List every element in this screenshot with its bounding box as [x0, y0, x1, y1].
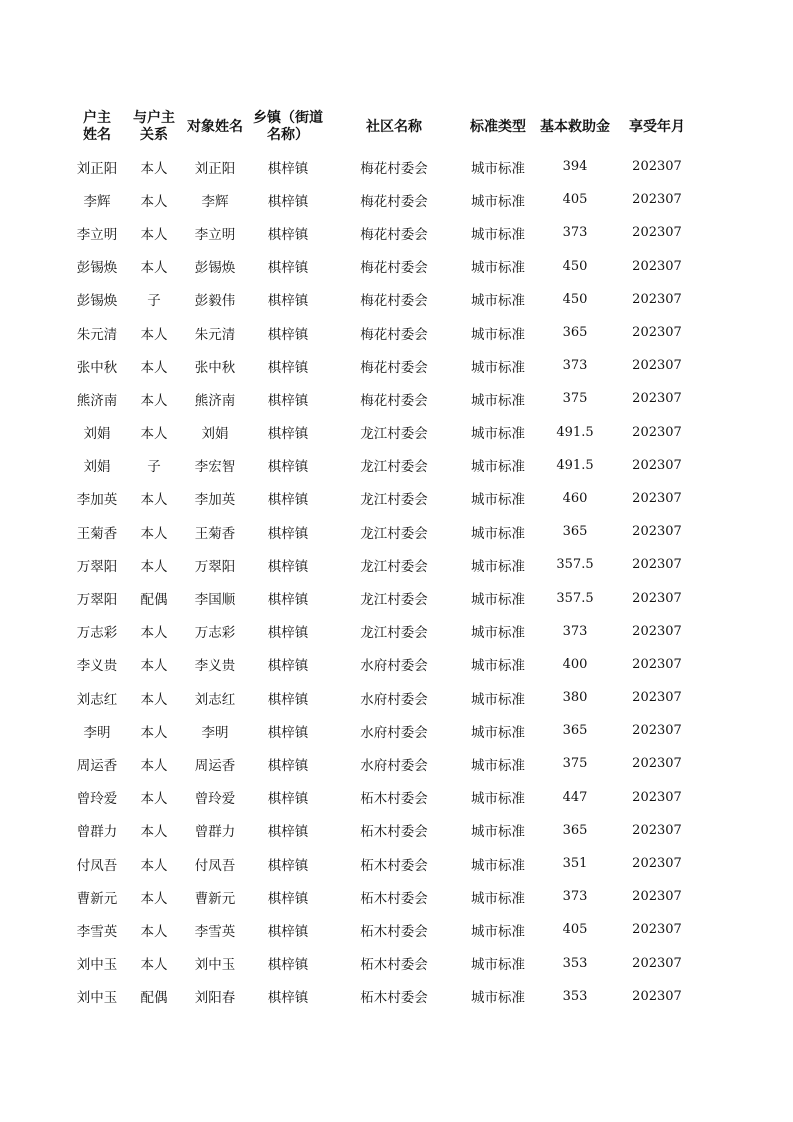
table-row — [68, 515, 700, 548]
community-cell: 梅花村委会 — [360, 359, 428, 376]
community-cell: 水府村委会 — [360, 757, 428, 774]
community-cell: 梅花村委会 — [360, 326, 428, 343]
recipient-name-cell: 刘正阳 — [194, 160, 236, 177]
standard-type-cell: 城市标准 — [471, 193, 525, 210]
town-cell: 棋梓镇 — [267, 691, 309, 708]
community-cell: 龙江村委会 — [360, 592, 428, 609]
household-head-cell: 万翠阳 — [76, 592, 118, 609]
table-row — [68, 250, 700, 283]
assistance-amount-cell: 353 — [562, 955, 588, 971]
recipient-name-cell: 刘阳春 — [194, 990, 236, 1007]
relation-cell: 本人 — [140, 193, 168, 210]
community-cell: 梅花村委会 — [360, 293, 428, 310]
household-head-cell: 熊济南 — [76, 392, 118, 409]
relation-cell: 本人 — [140, 658, 168, 675]
assistance-amount-cell: 405 — [562, 192, 588, 208]
relation-cell: 本人 — [140, 392, 168, 409]
recipient-name-cell: 李立明 — [194, 226, 236, 243]
table-row — [68, 814, 700, 847]
household-head-cell: 曾玲爱 — [76, 791, 118, 808]
assistance-amount-cell: 365 — [562, 822, 588, 838]
benefit-month-cell: 202307 — [632, 457, 682, 473]
header-town: 乡镇（街道 名称） — [253, 110, 323, 143]
household-head-cell: 刘中玉 — [76, 957, 118, 974]
benefit-month-cell: 202307 — [632, 590, 682, 606]
assistance-amount-cell: 365 — [562, 723, 588, 739]
town-cell: 棋梓镇 — [267, 857, 309, 874]
recipient-name-cell: 周运香 — [194, 757, 236, 774]
recipient-name-cell: 熊济南 — [194, 392, 236, 409]
assistance-amount-cell: 373 — [562, 889, 588, 905]
town-cell: 棋梓镇 — [267, 923, 309, 940]
household-head-cell: 刘志红 — [76, 691, 118, 708]
benefit-month-cell: 202307 — [632, 358, 682, 374]
relation-cell: 子 — [147, 293, 161, 310]
standard-type-cell: 城市标准 — [471, 923, 525, 940]
assistance-amount-cell: 491.5 — [556, 424, 594, 440]
household-head-cell: 朱元清 — [76, 326, 118, 343]
relation-cell: 本人 — [140, 724, 168, 741]
recipient-name-cell: 张中秋 — [194, 359, 236, 376]
recipient-name-cell: 李雪英 — [194, 923, 236, 940]
table-row — [68, 980, 700, 1013]
household-head-cell: 李雪英 — [76, 923, 118, 940]
town-cell: 棋梓镇 — [267, 625, 309, 642]
header-relation-to-head: 与户主 关系 — [133, 110, 175, 143]
relation-cell: 配偶 — [140, 990, 168, 1007]
town-cell: 棋梓镇 — [267, 791, 309, 808]
town-cell: 棋梓镇 — [267, 160, 309, 177]
standard-type-cell: 城市标准 — [471, 293, 525, 310]
household-head-cell: 刘娟 — [83, 426, 111, 443]
household-head-cell: 刘娟 — [83, 459, 111, 476]
household-head-cell: 张中秋 — [76, 359, 118, 376]
community-cell: 梅花村委会 — [360, 392, 428, 409]
community-cell: 梅花村委会 — [360, 226, 428, 243]
town-cell: 棋梓镇 — [267, 226, 309, 243]
household-head-cell: 刘中玉 — [76, 990, 118, 1007]
town-cell: 棋梓镇 — [267, 724, 309, 741]
standard-type-cell: 城市标准 — [471, 359, 525, 376]
community-cell: 柘木村委会 — [360, 923, 428, 940]
benefit-month-cell: 202307 — [632, 723, 682, 739]
recipient-name-cell: 刘中玉 — [194, 957, 236, 974]
assistance-amount-cell: 373 — [562, 358, 588, 374]
assistance-amount-cell: 491.5 — [556, 457, 594, 473]
town-cell: 棋梓镇 — [267, 193, 309, 210]
town-cell: 棋梓镇 — [267, 293, 309, 310]
benefit-month-cell: 202307 — [632, 557, 682, 573]
recipient-name-cell: 刘娟 — [201, 426, 229, 443]
table-row — [68, 316, 700, 349]
household-head-cell: 付凤吾 — [76, 857, 118, 874]
recipient-name-cell: 付凤吾 — [194, 857, 236, 874]
benefit-month-cell: 202307 — [632, 889, 682, 905]
table-row — [68, 947, 700, 980]
relation-cell: 本人 — [140, 824, 168, 841]
community-cell: 龙江村委会 — [360, 625, 428, 642]
table-row — [68, 382, 700, 415]
benefit-month-cell: 202307 — [632, 756, 682, 772]
table-row — [68, 847, 700, 880]
assistance-amount-cell: 450 — [562, 291, 588, 307]
relation-cell: 本人 — [140, 625, 168, 642]
benefit-month-cell: 202307 — [632, 988, 682, 1004]
town-cell: 棋梓镇 — [267, 890, 309, 907]
table-row — [68, 216, 700, 249]
benefit-month-cell: 202307 — [632, 291, 682, 307]
standard-type-cell: 城市标准 — [471, 957, 525, 974]
table-row — [68, 880, 700, 913]
header-community-name: 社区名称 — [366, 118, 422, 135]
standard-type-cell: 城市标准 — [471, 890, 525, 907]
household-head-cell: 彭锡焕 — [76, 260, 118, 277]
table-row — [68, 913, 700, 946]
standard-type-cell: 城市标准 — [471, 757, 525, 774]
assistance-amount-cell: 365 — [562, 325, 588, 341]
recipient-name-cell: 刘志红 — [194, 691, 236, 708]
town-cell: 棋梓镇 — [267, 824, 309, 841]
benefit-month-cell: 202307 — [632, 690, 682, 706]
benefit-month-cell: 202307 — [632, 656, 682, 672]
household-head-cell: 刘正阳 — [76, 160, 118, 177]
town-cell: 棋梓镇 — [267, 525, 309, 542]
standard-type-cell: 城市标准 — [471, 625, 525, 642]
assistance-amount-cell: 373 — [562, 225, 588, 241]
assistance-amount-cell: 373 — [562, 623, 588, 639]
town-cell: 棋梓镇 — [267, 492, 309, 509]
recipient-name-cell: 李辉 — [201, 193, 229, 210]
assistance-amount-cell: 365 — [562, 524, 588, 540]
standard-type-cell: 城市标准 — [471, 326, 525, 343]
header-basic-assistance: 基本救助金 — [540, 118, 610, 135]
household-head-cell: 李辉 — [83, 193, 111, 210]
relation-cell: 本人 — [140, 857, 168, 874]
standard-type-cell: 城市标准 — [471, 824, 525, 841]
benefit-month-cell: 202307 — [632, 623, 682, 639]
assistance-roster-table — [68, 104, 700, 1013]
community-cell: 梅花村委会 — [360, 160, 428, 177]
standard-type-cell: 城市标准 — [471, 592, 525, 609]
table-row — [68, 548, 700, 581]
relation-cell: 本人 — [140, 525, 168, 542]
relation-cell: 本人 — [140, 426, 168, 443]
community-cell: 龙江村委会 — [360, 525, 428, 542]
table-row — [68, 681, 700, 714]
relation-cell: 配偶 — [140, 592, 168, 609]
benefit-month-cell: 202307 — [632, 225, 682, 241]
table-body — [68, 150, 700, 1013]
benefit-month-cell: 202307 — [632, 490, 682, 506]
community-cell: 龙江村委会 — [360, 459, 428, 476]
benefit-month-cell: 202307 — [632, 922, 682, 938]
standard-type-cell: 城市标准 — [471, 160, 525, 177]
recipient-name-cell: 李加英 — [194, 492, 236, 509]
household-head-cell: 李加英 — [76, 492, 118, 509]
relation-cell: 本人 — [140, 326, 168, 343]
recipient-name-cell: 李宏智 — [194, 459, 236, 476]
household-head-cell: 万翠阳 — [76, 558, 118, 575]
header-household-head-name: 户主 姓名 — [83, 110, 111, 143]
benefit-month-cell: 202307 — [632, 258, 682, 274]
relation-cell: 本人 — [140, 691, 168, 708]
assistance-amount-cell: 460 — [562, 490, 588, 506]
table-row — [68, 747, 700, 780]
assistance-amount-cell: 357.5 — [556, 590, 594, 606]
standard-type-cell: 城市标准 — [471, 857, 525, 874]
benefit-month-cell: 202307 — [632, 192, 682, 208]
town-cell: 棋梓镇 — [267, 426, 309, 443]
town-cell: 棋梓镇 — [267, 658, 309, 675]
community-cell: 柘木村委会 — [360, 957, 428, 974]
standard-type-cell: 城市标准 — [471, 658, 525, 675]
benefit-month-cell: 202307 — [632, 524, 682, 540]
town-cell: 棋梓镇 — [267, 326, 309, 343]
town-cell: 棋梓镇 — [267, 392, 309, 409]
community-cell: 梅花村委会 — [360, 260, 428, 277]
table-row — [68, 150, 700, 183]
assistance-amount-cell: 447 — [562, 789, 588, 805]
community-cell: 龙江村委会 — [360, 426, 428, 443]
community-cell: 柘木村委会 — [360, 990, 428, 1007]
standard-type-cell: 城市标准 — [471, 426, 525, 443]
relation-cell: 本人 — [140, 492, 168, 509]
assistance-amount-cell: 351 — [562, 856, 588, 872]
recipient-name-cell: 曾玲爱 — [194, 791, 236, 808]
community-cell: 水府村委会 — [360, 724, 428, 741]
recipient-name-cell: 王菊香 — [194, 525, 236, 542]
table-row — [68, 714, 700, 747]
benefit-month-cell: 202307 — [632, 955, 682, 971]
household-head-cell: 彭锡焕 — [76, 293, 118, 310]
town-cell: 棋梓镇 — [267, 359, 309, 376]
town-cell: 棋梓镇 — [267, 957, 309, 974]
standard-type-cell: 城市标准 — [471, 226, 525, 243]
household-head-cell: 李立明 — [76, 226, 118, 243]
benefit-month-cell: 202307 — [632, 789, 682, 805]
relation-cell: 本人 — [140, 957, 168, 974]
relation-cell: 本人 — [140, 160, 168, 177]
assistance-amount-cell: 357.5 — [556, 557, 594, 573]
benefit-month-cell: 202307 — [632, 424, 682, 440]
standard-type-cell: 城市标准 — [471, 525, 525, 542]
recipient-name-cell: 彭毅伟 — [194, 293, 236, 310]
household-head-cell: 周运香 — [76, 757, 118, 774]
household-head-cell: 王菊香 — [76, 525, 118, 542]
recipient-name-cell: 李明 — [201, 724, 229, 741]
recipient-name-cell: 曹新元 — [194, 890, 236, 907]
header-standard-type: 标准类型 — [470, 118, 526, 135]
relation-cell: 本人 — [140, 890, 168, 907]
recipient-name-cell: 曾群力 — [194, 824, 236, 841]
standard-type-cell: 城市标准 — [471, 691, 525, 708]
community-cell: 柘木村委会 — [360, 791, 428, 808]
table-row — [68, 648, 700, 681]
recipient-name-cell: 万志彩 — [194, 625, 236, 642]
table-header-row — [68, 104, 700, 150]
header-recipient-name: 对象姓名 — [187, 118, 243, 135]
standard-type-cell: 城市标准 — [471, 990, 525, 1007]
table-row — [68, 581, 700, 614]
table-row — [68, 183, 700, 216]
standard-type-cell: 城市标准 — [471, 724, 525, 741]
table-row — [68, 283, 700, 316]
assistance-amount-cell: 380 — [562, 690, 588, 706]
relation-cell: 本人 — [140, 558, 168, 575]
assistance-amount-cell: 405 — [562, 922, 588, 938]
benefit-month-cell: 202307 — [632, 822, 682, 838]
town-cell: 棋梓镇 — [267, 757, 309, 774]
recipient-name-cell: 李义贵 — [194, 658, 236, 675]
benefit-month-cell: 202307 — [632, 325, 682, 341]
town-cell: 棋梓镇 — [267, 592, 309, 609]
relation-cell: 本人 — [140, 757, 168, 774]
assistance-amount-cell: 400 — [562, 656, 588, 672]
standard-type-cell: 城市标准 — [471, 791, 525, 808]
household-head-cell: 曹新元 — [76, 890, 118, 907]
benefit-month-cell: 202307 — [632, 159, 682, 175]
standard-type-cell: 城市标准 — [471, 260, 525, 277]
relation-cell: 本人 — [140, 359, 168, 376]
household-head-cell: 曾群力 — [76, 824, 118, 841]
household-head-cell: 万志彩 — [76, 625, 118, 642]
household-head-cell: 李明 — [83, 724, 111, 741]
assistance-amount-cell: 450 — [562, 258, 588, 274]
town-cell: 棋梓镇 — [267, 459, 309, 476]
table-row — [68, 416, 700, 449]
benefit-month-cell: 202307 — [632, 856, 682, 872]
community-cell: 水府村委会 — [360, 691, 428, 708]
recipient-name-cell: 万翠阳 — [194, 558, 236, 575]
header-benefit-month: 享受年月 — [629, 118, 685, 135]
benefit-month-cell: 202307 — [632, 391, 682, 407]
relation-cell: 本人 — [140, 791, 168, 808]
table-row — [68, 449, 700, 482]
town-cell: 棋梓镇 — [267, 990, 309, 1007]
community-cell: 柘木村委会 — [360, 890, 428, 907]
relation-cell: 子 — [147, 459, 161, 476]
standard-type-cell: 城市标准 — [471, 558, 525, 575]
table-row — [68, 482, 700, 515]
community-cell: 柘木村委会 — [360, 857, 428, 874]
town-cell: 棋梓镇 — [267, 260, 309, 277]
table-row — [68, 615, 700, 648]
assistance-amount-cell: 375 — [562, 756, 588, 772]
household-head-cell: 李义贵 — [76, 658, 118, 675]
recipient-name-cell: 李国顺 — [194, 592, 236, 609]
standard-type-cell: 城市标准 — [471, 392, 525, 409]
assistance-amount-cell: 375 — [562, 391, 588, 407]
relation-cell: 本人 — [140, 923, 168, 940]
relation-cell: 本人 — [140, 260, 168, 277]
town-cell: 棋梓镇 — [267, 558, 309, 575]
relation-cell: 本人 — [140, 226, 168, 243]
table-row — [68, 781, 700, 814]
recipient-name-cell: 朱元清 — [194, 326, 236, 343]
table-row — [68, 349, 700, 382]
community-cell: 柘木村委会 — [360, 824, 428, 841]
community-cell: 水府村委会 — [360, 658, 428, 675]
standard-type-cell: 城市标准 — [471, 492, 525, 509]
assistance-amount-cell: 353 — [562, 988, 588, 1004]
community-cell: 梅花村委会 — [360, 193, 428, 210]
community-cell: 龙江村委会 — [360, 492, 428, 509]
community-cell: 龙江村委会 — [360, 558, 428, 575]
recipient-name-cell: 彭锡焕 — [194, 260, 236, 277]
assistance-amount-cell: 394 — [562, 159, 588, 175]
standard-type-cell: 城市标准 — [471, 459, 525, 476]
